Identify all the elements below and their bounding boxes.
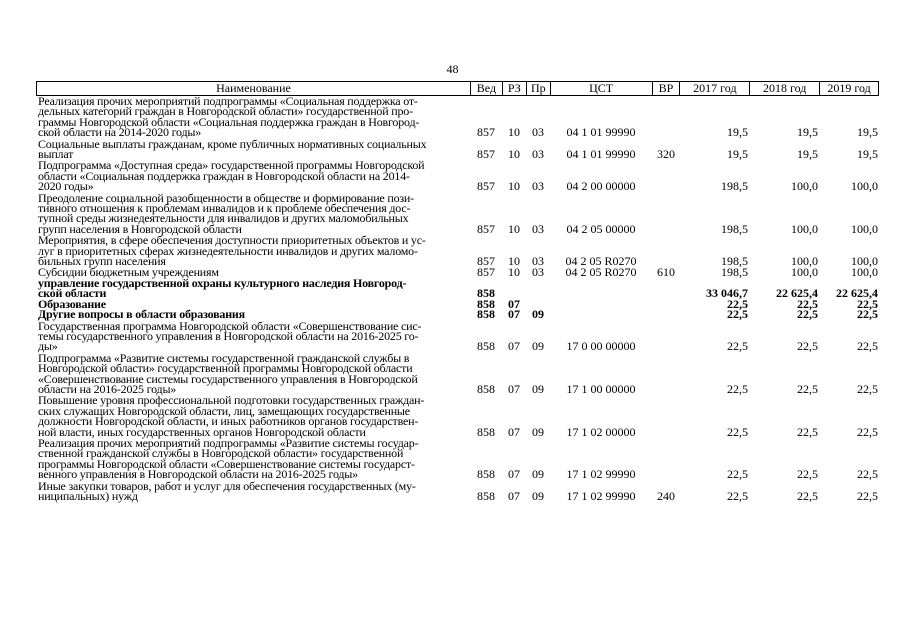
cell-y2019: 19,5 (857, 147, 878, 162)
row-name-line: программы Новгородской области «Совершенствование системы государст- (38, 456, 415, 471)
cell-pr: 03 (532, 179, 544, 194)
cell-vr (652, 193, 680, 235)
table-row (36, 96, 879, 138)
cell-y2018: 22,5 (797, 381, 818, 396)
row-name (36, 318, 470, 354)
table-row (36, 233, 879, 269)
cell-y2019: 22,5 (857, 467, 878, 482)
cell-ved: 858 (477, 339, 495, 354)
cell-y2017: 19,5 (727, 125, 748, 140)
table-row (36, 318, 879, 354)
cell-pr: 09 (532, 381, 544, 396)
cell-y2018: 22,5 (797, 307, 818, 322)
cell-y2017: 22,5 (727, 424, 748, 439)
row-name-line: выплат (38, 147, 74, 162)
row-name-line: области на 2016-2025 годы» (38, 381, 177, 396)
row-name-line: ственной гражданской службы в Новгородской области» государственной (38, 446, 404, 461)
cell-rz: 10 (508, 147, 520, 162)
cell-rz: 10 (508, 125, 520, 140)
cell-y2019: 100,0 (851, 221, 878, 236)
cell-ved: 857 (477, 221, 495, 236)
cell-rz: 07 (508, 296, 520, 311)
row-name (36, 190, 470, 236)
cell-vr (652, 278, 680, 299)
cell-y2017: 198,5 (721, 221, 748, 236)
row-name-line: Подпрограмма «Развитие системы государственной гражданской службы в (38, 350, 410, 365)
cell-y2017: 22,5 (727, 489, 748, 504)
row-name-line: ской области (38, 286, 107, 301)
cell-y2019: 22 625,4 (836, 286, 878, 301)
table-body (36, 94, 879, 504)
page-number: 48 (446, 62, 459, 76)
row-name-line: Реализация прочих мероприятий подпрограммы «Социальная поддержка от- (38, 94, 418, 108)
table-row (36, 275, 879, 301)
cell-vr (652, 395, 680, 437)
row-name-line: тивного отношения к проблемам инвалидов и к проблеме обеспечения дос- (38, 201, 411, 216)
cell-y2019: 22,5 (857, 307, 878, 322)
row-name-line: Преодоление социальной разобщенности в обществе и формирование пози- (38, 190, 414, 205)
cell-vr (652, 96, 680, 138)
row-name-line: ских служащих Новгородской области, лиц, замещающих государственные (38, 403, 410, 418)
cell-y2018: 22,5 (797, 467, 818, 482)
table-row (36, 438, 879, 480)
header-2018: 2018 год (749, 82, 819, 95)
table-row (36, 350, 879, 396)
cell-cst: 04 2 05 00000 (566, 221, 636, 236)
cell-y2018: 19,5 (797, 147, 818, 162)
cell-cst (550, 299, 652, 309)
header-rz: РЗ (502, 82, 526, 95)
row-name (36, 438, 470, 480)
cell-rz: 07 (508, 467, 520, 482)
cell-y2017: 33 046,7 (706, 286, 748, 301)
row-name (36, 478, 470, 504)
table-row (36, 158, 879, 194)
cell-cst: 04 1 01 99990 (566, 147, 636, 162)
cell-ved: 857 (477, 125, 495, 140)
cell-rz: 10 (508, 221, 520, 236)
header-pr: Пр (526, 82, 550, 95)
cell-cst: 04 2 00 00000 (566, 179, 636, 194)
cell-y2019: 100,0 (851, 179, 878, 194)
row-name-line: Подпрограмма «Доступная среда» государственной программы Новгородской (38, 158, 425, 173)
row-name (36, 350, 470, 396)
cell-pr: 03 (532, 264, 544, 279)
row-name-line: «Совершенствование системы государственного управления в Новгородской (38, 371, 418, 386)
cell-cst: 17 0 00 00000 (566, 339, 636, 354)
cell-rz: 07 (508, 339, 520, 354)
row-name-line: венного управления в Новгородской области на 2016-2025 годы» (38, 467, 358, 482)
table-row (36, 136, 879, 162)
row-name-line: дельных категорий граждан в Новгородской области» государственной про- (38, 104, 413, 119)
cell-y2017: 19,5 (727, 147, 748, 162)
cell-vr: 240 (657, 489, 675, 504)
cell-y2018: 100,0 (791, 221, 818, 236)
cell-ved: 858 (477, 424, 495, 439)
cell-pr: 09 (532, 339, 544, 354)
cell-ved: 858 (477, 489, 495, 504)
cell-y2018: 100,0 (791, 254, 818, 269)
cell-y2019: 22,5 (857, 339, 878, 354)
row-name (36, 233, 470, 269)
cell-rz: 10 (508, 264, 520, 279)
header-name: Наименование (216, 81, 291, 95)
cell-y2017: 22,5 (727, 467, 748, 482)
row-name-line: ской области на 2014-2020 годы» (38, 125, 202, 140)
cell-y2017: 22,5 (727, 339, 748, 354)
cell-pr (526, 278, 550, 299)
cell-y2019: 100,0 (851, 254, 878, 269)
cell-y2018: 22,5 (797, 424, 818, 439)
cell-rz (502, 278, 526, 299)
row-name-line: Образование (38, 296, 106, 311)
header-ved: Вед (470, 82, 502, 95)
cell-ved: 858 (477, 296, 495, 311)
table-row (36, 395, 879, 437)
row-name (36, 275, 470, 301)
row-name-line: тупной среды жизнедеятельности для инвалидов и других маломобильных (38, 211, 409, 226)
row-name-line: Новгородской области» государственной программы Новгородской области (38, 361, 413, 376)
cell-rz: 07 (508, 381, 520, 396)
row-name-line: темы государственного управления в Новгородской области на 2016-2025 го- (38, 328, 419, 343)
cell-rz: 07 (508, 307, 520, 322)
header-2019: 2019 год (819, 82, 878, 95)
cell-vr (652, 235, 680, 266)
cell-ved: 858 (477, 467, 495, 482)
cell-ved: 858 (477, 307, 495, 322)
cell-y2019: 22,5 (857, 489, 878, 504)
cell-pr: 03 (532, 125, 544, 140)
cell-y2017: 22,5 (727, 307, 748, 322)
row-name-line: Мероприятия, в сфере обеспечения доступности приоритетных объектов и ус- (38, 233, 426, 248)
cell-y2019: 22,5 (857, 296, 878, 311)
cell-y2018: 22,5 (797, 339, 818, 354)
cell-rz: 07 (508, 424, 520, 439)
cell-rz: 07 (508, 489, 520, 504)
cell-ved: 857 (477, 147, 495, 162)
cell-ved: 858 (477, 381, 495, 396)
cell-y2019: 22,5 (857, 424, 878, 439)
cell-vr: 320 (657, 147, 675, 162)
row-name-line: бильных групп населения (38, 254, 166, 269)
cell-y2017: 198,5 (721, 179, 748, 194)
row-name-line: должности Новгородской области, и иных работников органов государствен- (38, 414, 419, 429)
row-name-line: Другие вопросы в области образования (38, 307, 245, 322)
cell-ved: 857 (477, 254, 495, 269)
cell-rz: 10 (508, 179, 520, 194)
cell-pr: 09 (532, 307, 544, 322)
cell-y2017: 198,5 (721, 264, 748, 279)
row-name-line: граммы Новгородской области «Социальная поддержка граждан в Новгород- (38, 114, 420, 129)
cell-y2019: 100,0 (851, 264, 878, 279)
cell-y2017: 22,5 (727, 296, 748, 311)
row-name (36, 158, 470, 194)
cell-pr: 03 (532, 221, 544, 236)
header-cst: ЦСТ (550, 82, 652, 95)
cell-cst: 04 2 05 R0270 (565, 254, 637, 269)
cell-vr (652, 353, 680, 395)
row-name (36, 307, 470, 322)
cell-y2017: 198,5 (721, 254, 748, 269)
cell-y2018: 100,0 (791, 264, 818, 279)
cell-pr: 09 (532, 424, 544, 439)
row-name-line: Реализация прочих мероприятий подпрограммы «Развитие системы государ- (38, 436, 419, 450)
cell-y2019: 22,5 (857, 381, 878, 396)
row-name-line: ной власти, иных государственных органов Новгородской области (38, 424, 366, 439)
cell-cst (550, 278, 652, 299)
cell-cst: 17 1 02 00000 (566, 424, 636, 439)
cell-y2017: 22,5 (727, 381, 748, 396)
cell-pr: 09 (532, 489, 544, 504)
row-name-line: луг в приоритетных сферах жизнедеятельности инвалидов и других маломо- (38, 243, 418, 258)
row-name-line: управление государственной охраны культурного наследия Новгород- (38, 275, 407, 290)
row-name-line: ды» (38, 339, 58, 354)
row-name-line: области «Социальная поддержка граждан в Новгородской области на 2014- (38, 168, 410, 183)
row-name (36, 395, 470, 437)
cell-y2019: 19,5 (857, 125, 878, 140)
cell-vr (652, 321, 680, 352)
cell-cst: 17 1 02 99990 (566, 467, 636, 482)
row-name-line: 2020 годы» (38, 179, 94, 194)
cell-vr (652, 309, 680, 319)
row-name-line: Субсидии бюджетным учреждениям (38, 264, 219, 279)
table-row (36, 307, 879, 322)
header-2017: 2017 год (679, 82, 749, 95)
row-name-line: Иные закупки товаров, работ и услуг для обеспечения государственных (му- (38, 478, 416, 493)
cell-y2018: 22 625,4 (776, 286, 818, 301)
cell-y2018: 19,5 (797, 125, 818, 140)
cell-ved: 858 (477, 286, 495, 301)
cell-cst: 17 1 00 00000 (566, 381, 636, 396)
cell-vr (652, 160, 680, 191)
cell-pr: 09 (532, 467, 544, 482)
table-row (36, 190, 879, 236)
cell-cst: 17 1 02 99990 (566, 489, 636, 504)
cell-cst: 04 1 01 99990 (566, 125, 636, 140)
cell-vr (652, 438, 680, 480)
table-row (36, 478, 879, 504)
cell-y2018: 22,5 (797, 296, 818, 311)
cell-y2018: 22,5 (797, 489, 818, 504)
row-name (36, 136, 470, 162)
cell-ved: 857 (477, 179, 495, 194)
cell-y2018: 100,0 (791, 179, 818, 194)
row-name-line: Повышение уровня профессиональной подготовки государственных граждан- (38, 393, 425, 408)
cell-vr (652, 299, 680, 309)
cell-vr: 610 (657, 264, 675, 279)
header-vr: ВР (652, 82, 680, 95)
row-name-line: Социальные выплаты гражданам, кроме публичных нормативных социальных (38, 136, 427, 151)
row-name-line: групп населения в Новгородской области (38, 221, 242, 236)
cell-rz: 10 (508, 254, 520, 269)
budget-table (36, 81, 879, 504)
row-name-line: ниципальных) нужд (38, 489, 138, 504)
cell-cst: 04 2 05 R0270 (565, 264, 637, 279)
row-name (36, 96, 470, 138)
row-name-line: Государственная программа Новгородской области «Совершенствование сис- (38, 318, 422, 333)
cell-pr: 03 (532, 147, 544, 162)
cell-cst (550, 309, 652, 319)
cell-ved: 857 (477, 264, 495, 279)
cell-pr: 03 (532, 254, 544, 269)
